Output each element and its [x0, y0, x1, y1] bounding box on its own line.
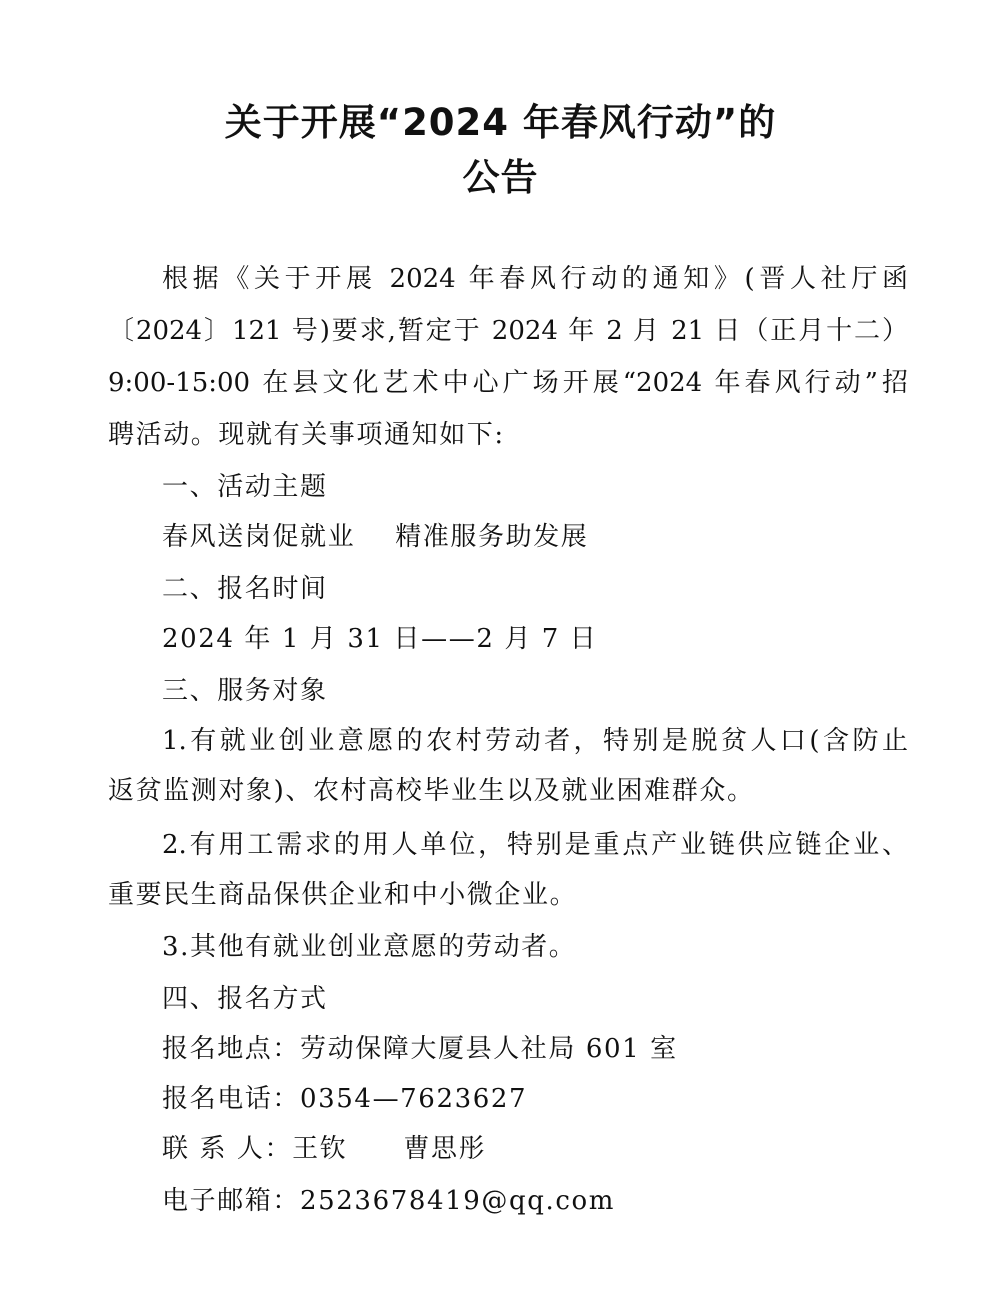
registration-location: 报名地点：劳动保障大厦县人社局 601 室 — [162, 1034, 678, 1064]
intro-line-1: 根据《关于开展 2024 年春风行动的通知》(晋人社厅函 — [162, 264, 908, 294]
section-3-heading: 三、服务对象 — [162, 676, 328, 706]
target-item-3: 3.其他有就业创业意愿的劳动者。 — [162, 932, 577, 962]
intro-line-2: 〔2024〕121 号)要求,暂定于 2024 年 2 月 21 日（正月十二） — [108, 316, 908, 346]
contact-name-2: 曹思彤 — [403, 1134, 487, 1164]
title-line-1: 关于开展“2024 年春风行动”的 — [224, 101, 777, 144]
theme-part-2: 精准服务助发展 — [395, 522, 589, 552]
section-2-heading: 二、报名时间 — [162, 574, 328, 604]
intro-line-4: 聘活动。现就有关事项通知如下: — [108, 420, 505, 450]
target-item-1-line-2: 返贫监测对象)、农村高校毕业生以及就业困难群众。 — [108, 776, 755, 806]
section-1-heading: 一、活动主题 — [162, 472, 328, 502]
intro-line-3: 9:00-15:00 在县文化艺术中心广场开展“2024 年春风行动”招 — [108, 368, 908, 398]
target-item-2-line-2: 重要民生商品保供企业和中小微企业。 — [108, 880, 578, 910]
registration-phone: 报名电话：0354—7623627 — [162, 1084, 528, 1114]
contact-persons — [162, 1132, 486, 1166]
activity-theme — [162, 520, 588, 554]
contact-email[interactable]: 电子邮箱：2523678419@qq.com — [162, 1186, 616, 1216]
target-item-2-line-1: 2.有用工需求的用人单位，特别是重点产业链供应链企业、 — [162, 830, 908, 860]
registration-period: 2024 年 1 月 31 日——2 月 7 日 — [162, 624, 598, 654]
target-item-1-line-1: 1.有就业创业意愿的农村劳动者，特别是脱贫人口(含防止 — [162, 726, 908, 756]
contact-label: 联 系 人：王钦 — [162, 1134, 348, 1164]
title-line-2: 公告 — [462, 156, 539, 199]
theme-part-1: 春风送岗促就业 — [162, 522, 356, 552]
section-4-heading: 四、报名方式 — [162, 984, 328, 1014]
